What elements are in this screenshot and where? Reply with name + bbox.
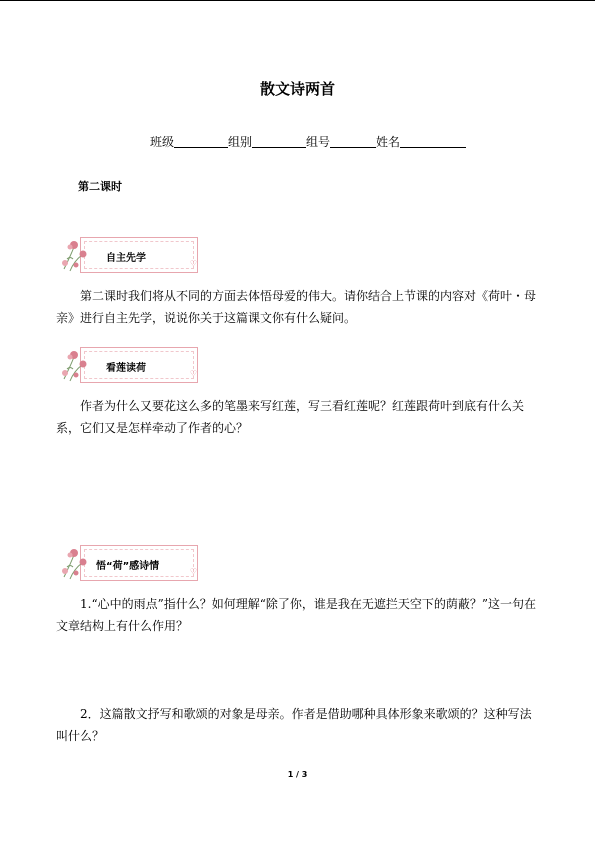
group-label: 组别	[228, 135, 253, 149]
heart-icon: ♡	[189, 259, 197, 268]
page-number: 1 / 3	[287, 770, 308, 779]
page-title: 散文诗两首	[259, 80, 335, 98]
heart-icon: ♡	[189, 369, 197, 378]
lesson-label: 第二课时	[78, 180, 122, 193]
top-rule	[0, 0, 595, 1]
section-banner-self-study	[56, 235, 201, 275]
group-number-label: 组号	[306, 135, 331, 149]
question-2: 2．这篇散文抒写和歌颂的对象是母亲。作者是借助哪种具体形象来歌颂的？这种写法叫什么？	[56, 707, 532, 743]
section-text-self-study: 第二课时我们将从不同的方面去体悟母爱的伟大。请你结合上节课的内容对《荷叶・母亲》进行自主先学，说说你关于这篇课文你有什么疑问。	[56, 289, 537, 325]
section-banner-poem-feeling	[56, 543, 201, 583]
flower-decoration-icon	[56, 235, 96, 275]
section-heading: 自主先学	[106, 253, 146, 264]
group-blank	[252, 135, 306, 148]
question-1: 1.“心中的雨点”指什么？如何理解“除了你，谁是我在无遮拦天空下的荫蔽？”这一句在文章结构上有什么作用？	[56, 597, 536, 633]
group-number-blank	[330, 135, 376, 148]
class-blank	[174, 135, 228, 148]
section-banner-lotus	[56, 345, 201, 385]
section-heading: 悟“荷”感诗情	[96, 561, 160, 572]
name-blank	[400, 135, 466, 148]
flower-decoration-icon	[56, 543, 96, 583]
heart-icon: ♡	[189, 567, 197, 576]
section-text-lotus: 作者为什么又要花这么多的笔墨来写红莲，写三看红莲呢？红莲跟荷叶到底有什么关系，它们又是怎样牵动了作者的心？	[56, 399, 525, 435]
student-info-line	[150, 133, 466, 150]
class-label: 班级	[150, 135, 175, 149]
section-heading: 看莲读荷	[106, 363, 146, 374]
flower-decoration-icon	[56, 345, 96, 385]
name-label: 姓名	[376, 135, 401, 149]
